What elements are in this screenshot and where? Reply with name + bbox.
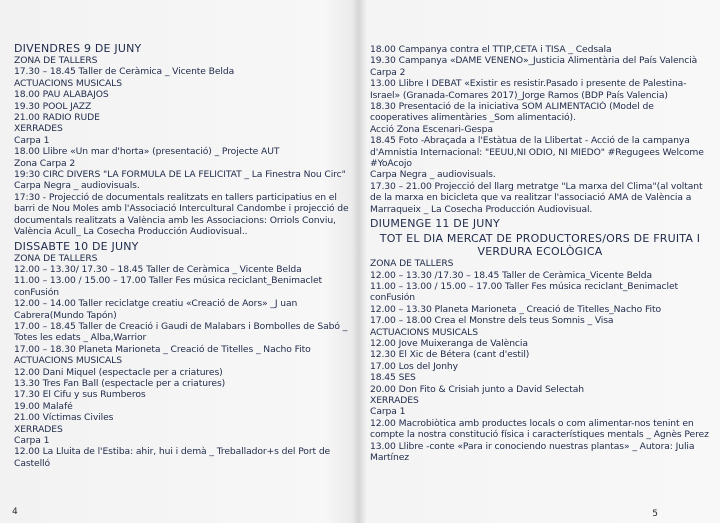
left-page-line: 19:30 CIRC DIVERS "LA FORMULA DE LA FELICITAT _ La Finestra Nou Circ"	[14, 169, 346, 181]
page-number-right: 5	[652, 509, 658, 519]
right-page-line: 18.45 SES	[370, 372, 416, 384]
left-page-line: DISSABTE 10 DE JUNY	[14, 239, 139, 253]
right-page-line: 12.00 Macrobiòtica amb productes locals o com alimentar-nos tenint en compte la nostra constitució física i característiques mentals _ Agnès Perez	[370, 417, 709, 441]
right-page-line: XERRADES	[370, 394, 419, 406]
right-page-line: 19.30 Campanya «DAME VENENO»_Justicia Alimentària del País Valencià	[370, 55, 698, 67]
left-page-line: XERRADES	[14, 423, 63, 435]
right-page-line: 20.00 Don Fito & Crisiah junto a David Selectah	[370, 383, 584, 395]
left-page-line: Zona Carpa 2	[14, 157, 76, 169]
left-page-line: 18.00 Llibre «Un mar d'horta» (presentació) _ Projecte AUT	[14, 146, 280, 158]
right-page-line: 13.00 Llibre I DEBAT «Existir es resistir.Pasado i presente de Palestina-Israel» (Granada-Comares 2017)_Jorge Ramos (BDP País Valencia)	[370, 78, 687, 101]
right-page-line: 18.30 Presentació de la iniciativa SOM ALIMENTACIÓ (Model de cooperatives alimentàries _Som alimentació).	[370, 101, 654, 124]
page-number-left: 4	[12, 507, 18, 517]
left-page-line: 21.00 RADIO RUDE	[14, 112, 100, 124]
left-page-line: 18.00 PAU ALABAJOS	[14, 89, 109, 101]
right-page-line: 12.30 El Xic de Bétera (cant d'estil)	[370, 349, 530, 361]
right-page-line: ZONA DE TALLERS	[370, 258, 454, 270]
left-page-line: Carpa 1	[14, 134, 50, 146]
left-page-line: 12.00 Dani Miquel (espectacle per a criatures)	[14, 366, 223, 378]
right-page-line: DIUMENGE 11 DE JUNY	[370, 217, 500, 231]
right-page-line: 13.00 Llibre -conte «Para ir conociendo nuestras plantas» _ Autora: Julia Martínez	[370, 440, 695, 463]
right-page-line: TOT EL DIA MERCAT DE PRODUCTORES/ORS DE FRUITA I VERDURA ECOLÒGICA	[379, 232, 701, 259]
right-page-line: 18.00 Campanya contra el TTIP,CETA i TISA _ Cedsala	[370, 44, 612, 55]
left-page-line: ACTUACIONS MUSICALS	[14, 77, 122, 89]
left-page-line: 17:30 - Projecció de documentals realitzats en tallers participatius en el barri de Nou Moles amb l'Associació Intercultural Candombe i projecció de documentals realitzats a València amb les Associacions: Orriols Conviu, València Acull_ La Cosecha Producción Audiovisual..	[14, 191, 349, 238]
left-page-line: ZONA DE TALLERS	[14, 252, 98, 264]
right-page-line: Acció Zona Escenari-Gespa	[370, 123, 493, 135]
left-page-line: 19.00 Malafé	[14, 400, 73, 412]
left-page-line: 13.30 Tres Fan Ball (espectacle per a criatures)	[14, 377, 226, 389]
right-page-line: 18.45 Foto -Abraçada a l'Estàtua de la Llibertat - Acció de la campanya d'Amnistia Internacional: "EEUU,NI ODIO, NI MIEDO" #Regugees Welcome #YoAcojo	[370, 135, 704, 170]
left-page-line: 11.00 – 13.00 / 15.00 – 17.00 Taller Fes música reciclant_Benimaclet conFusión	[14, 275, 323, 298]
left-page-line: ACTUACIONS MUSICALS	[14, 355, 122, 367]
right-page-line: 17.30 – 21.00 Projecció del llarg metratge "La marxa del Clima"(al voltant de la marxa en bicicleta que va realitzar l'associació AMA de València a Marraqueix _ La Cosecha Producción Audiovisual.	[370, 180, 703, 215]
right-page-line: 17.00 Los del Jonhy	[370, 360, 458, 372]
left-page-line: 21.00 Víctimas Civiles	[14, 412, 114, 424]
right-page-line: Carpa Negra _ audiovisuals.	[370, 169, 496, 181]
right-page-line: Carpa 2	[370, 66, 406, 78]
right-page-line: 12.00 – 13.30 /17.30 – 18.45 Taller de Ceràmica_Vicente Belda	[370, 269, 653, 281]
left-page-line: Carpa Negra _ audiovisuals.	[14, 180, 140, 192]
right-page-line: 11.00 – 13.00 / 15.00 – 17.00 Taller Fes música reciclant_Benimaclet conFusión	[370, 280, 679, 304]
left-page-line: 12.00 La Lluita de l'Estiba: ahir, hui i demà _ Treballador+s del Port de Castelló	[14, 446, 331, 469]
right-page-line: ACTUACIONS MUSICALS	[370, 326, 478, 338]
left-page-line: 17.30 – 18.45 Taller de Ceràmica _ Vicente Belda	[14, 66, 235, 78]
left-page-line: XERRADES	[14, 123, 63, 135]
right-page-line: 12.00 Jove Muixeranga de València	[370, 337, 528, 349]
left-page	[14, 40, 360, 523]
left-page-line: ZONA DE TALLERS	[14, 55, 98, 66]
left-page-line: DIVENDRES 9 DE JUNY	[14, 42, 142, 55]
right-page-line: Carpa 1	[370, 406, 406, 418]
left-page-line: Carpa 1	[14, 435, 50, 446]
left-page-line: 17.30 El Cifu y sus Rumberos	[14, 389, 146, 401]
left-page-line: 17.00 – 18.30 Planeta Marioneta _ Creació de Titelles _ Nacho Fito	[14, 343, 311, 355]
left-page-line: 12.00 – 14.00 Taller reciclatge creatiu «Creació de Aors» _J uan Cabrera(Mundo Tapón)	[14, 298, 298, 321]
right-page	[370, 44, 710, 523]
left-page-line: 12.00 – 13.30/ 17.30 – 18.45 Taller de Ceràmica _ Vicente Belda	[14, 263, 302, 275]
left-page-line: 19.30 POOL JAZZ	[14, 100, 92, 112]
right-page-line: 12.00 – 13.30 Planeta Marioneta _ Creació de Titelles_Nacho Fito	[370, 303, 661, 315]
left-page-line: 17.00 – 18.45 Taller de Creació i Gaudi de Malabars i Bombolles de Sabó _ Totes les edats _ Alba,Warrior	[14, 320, 348, 344]
right-page-line: 17.00 – 18.00 Crea el Monstre dels teus Somnis _ Visa	[370, 315, 614, 327]
